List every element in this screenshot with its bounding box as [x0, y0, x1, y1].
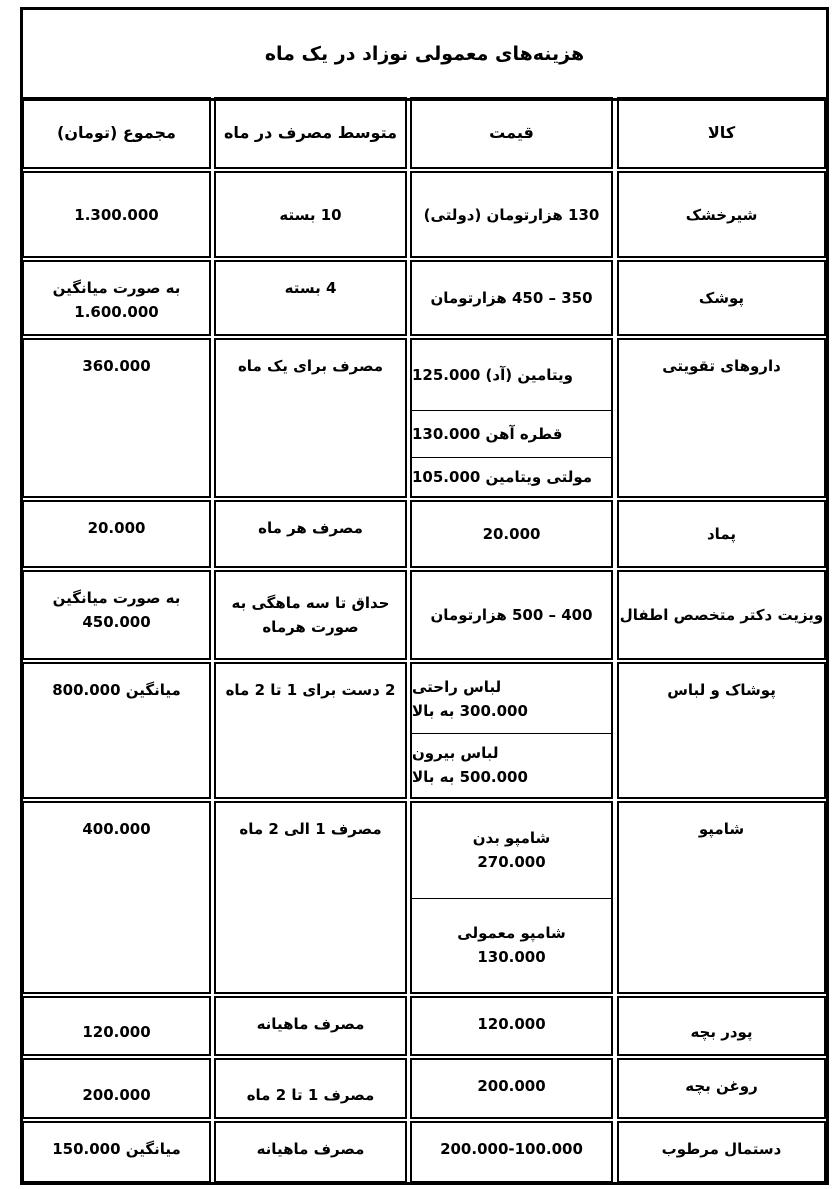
cell-text-line: لباس راحتی	[412, 677, 502, 696]
cell-text-line: مصرف ماهیانه	[256, 1140, 365, 1158]
row-1-consumption	[214, 171, 407, 258]
row-3-price	[410, 338, 613, 498]
row-2-total	[22, 260, 211, 336]
cell-text-line: میانگین 150.000	[52, 1140, 181, 1158]
cell-text-line: 1.600.000	[74, 303, 159, 321]
cell-text-line: صورت هرماه	[262, 618, 359, 636]
cell-text-line: 350 – 450 هزارتومان	[430, 289, 593, 307]
row-4-consumption	[214, 500, 407, 568]
row-3-item	[617, 338, 826, 498]
cell-text-line: 360.000	[82, 357, 151, 375]
price-part	[412, 410, 611, 457]
row-4-total	[22, 500, 211, 568]
header-price-label: قیمت	[489, 123, 534, 142]
row-1-price	[410, 171, 613, 258]
item-name: پوشک	[698, 289, 745, 307]
header-total	[22, 97, 211, 169]
cell-text-line: 130.000	[477, 947, 546, 966]
cell-text-line: مصرف برای یک ماه	[237, 357, 384, 375]
cell-text-line: 20.000	[87, 519, 146, 537]
price-divider	[412, 410, 611, 411]
row-7-total	[22, 801, 211, 994]
row-4-item	[617, 500, 826, 568]
price-part	[412, 803, 611, 898]
item-name: پماد	[706, 525, 737, 543]
row-9-item	[617, 1058, 826, 1119]
row-1-item	[617, 171, 826, 258]
item-name: شیرخشک	[685, 205, 758, 224]
cell-text-line: ویتامین (آد) 125.000	[412, 366, 573, 385]
row-10-total	[22, 1121, 211, 1183]
item-name: داروهای تقویتی	[662, 357, 781, 375]
row-5-item	[617, 570, 826, 660]
cell-text-line: شامپو بدن	[472, 829, 551, 848]
cell-text-line: 450.000	[82, 613, 151, 631]
cell-text-line: 200.000	[82, 1086, 151, 1104]
cell-text-line: 200.000-100.000	[440, 1140, 583, 1158]
price-part	[412, 340, 611, 410]
row-9-price	[410, 1058, 613, 1119]
price-part	[412, 457, 611, 496]
row-8-item	[617, 996, 826, 1056]
row-1-total	[22, 171, 211, 258]
price-part	[412, 733, 611, 797]
header-consumption	[214, 97, 407, 169]
row-7-price	[410, 801, 613, 994]
cell-text-line: مصرف هر ماه	[258, 519, 363, 537]
cell-text-line: 400 – 500 هزارتومان	[430, 606, 593, 624]
row-10-consumption	[214, 1121, 407, 1183]
price-divider	[412, 898, 611, 899]
header-consumption-label: متوسط مصرف در ماه	[223, 123, 398, 142]
row-6-total	[22, 662, 211, 799]
item-name: روغن بچه	[685, 1077, 758, 1095]
row-8-price	[410, 996, 613, 1056]
header-total-label: مجموع (تومان)	[57, 123, 176, 142]
row-8-consumption	[214, 996, 407, 1056]
row-7-consumption	[214, 801, 407, 994]
cell-text-line: 1.300.000	[74, 205, 159, 224]
table-title: هزینه‌های معمولی نوزاد در یک ماه	[23, 10, 826, 101]
item-name: دستمال مرطوب	[661, 1140, 782, 1158]
cell-text-line: 10 بسته	[279, 205, 342, 224]
cell-text-line: 500.000 به بالا	[412, 768, 528, 787]
row-2-consumption	[214, 260, 407, 336]
cell-text-line: مولتی ویتامین 105.000	[412, 467, 593, 486]
item-name: پودر بچه	[690, 1023, 753, 1041]
price-part	[412, 898, 611, 993]
row-6-price	[410, 662, 613, 799]
cell-text-line: 20.000	[482, 525, 541, 543]
row-4-price	[410, 500, 613, 568]
row-6-consumption	[214, 662, 407, 799]
cell-text-line: 400.000	[82, 820, 151, 838]
item-name: ویزیت دکتر متخصص اطفال	[619, 606, 824, 624]
cell-text-line: 4 بسته	[284, 279, 337, 297]
row-3-total	[22, 338, 211, 498]
row-5-consumption	[214, 570, 407, 660]
cell-text-line: مصرف ماهیانه	[256, 1015, 365, 1033]
header-price	[410, 97, 613, 169]
price-divider	[412, 457, 611, 458]
cell-text-line: شامپو معمولی	[457, 923, 566, 942]
row-2-item	[617, 260, 826, 336]
cell-text-line: به صورت میانگین	[52, 279, 181, 297]
row-6-item	[617, 662, 826, 799]
row-9-consumption	[214, 1058, 407, 1119]
row-5-total	[22, 570, 211, 660]
cell-text-line: 120.000	[82, 1023, 151, 1041]
cell-text-line: 200.000	[477, 1077, 546, 1095]
cell-text-line: قطره آهن 130.000	[412, 424, 563, 443]
row-7-item	[617, 801, 826, 994]
row-2-price	[410, 260, 613, 336]
cell-text-line: به صورت میانگین	[52, 589, 181, 607]
row-8-total	[22, 996, 211, 1056]
cell-text-line: لباس بیرون	[412, 744, 499, 763]
cell-text-line: 270.000	[477, 853, 546, 872]
cell-text-line: میانگین 800.000	[52, 681, 181, 699]
row-10-item	[617, 1121, 826, 1183]
price-divider	[412, 733, 611, 734]
row-5-price	[410, 570, 613, 660]
cell-text-line: 130 هزارتومان (دولتی)	[423, 205, 600, 224]
row-9-total	[22, 1058, 211, 1119]
header-item	[617, 97, 826, 169]
item-name: شامپو	[698, 820, 745, 838]
price-part	[412, 664, 611, 733]
cell-text-line: مصرف 1 تا 2 ماه	[246, 1086, 375, 1104]
cell-text-line: 120.000	[477, 1015, 546, 1033]
header-item-label: کالا	[707, 123, 736, 142]
row-10-price	[410, 1121, 613, 1183]
item-name: پوشاک و لباس	[667, 681, 776, 699]
cell-text-line: 300.000 به بالا	[412, 701, 528, 720]
row-3-consumption	[214, 338, 407, 498]
cell-text-line: مصرف 1 الی 2 ماه	[239, 820, 382, 838]
cell-text-line: 2 دست برای 1 تا 2 ماه	[225, 681, 396, 699]
cell-text-line: حداق تا سه ماهگی به	[231, 594, 390, 612]
